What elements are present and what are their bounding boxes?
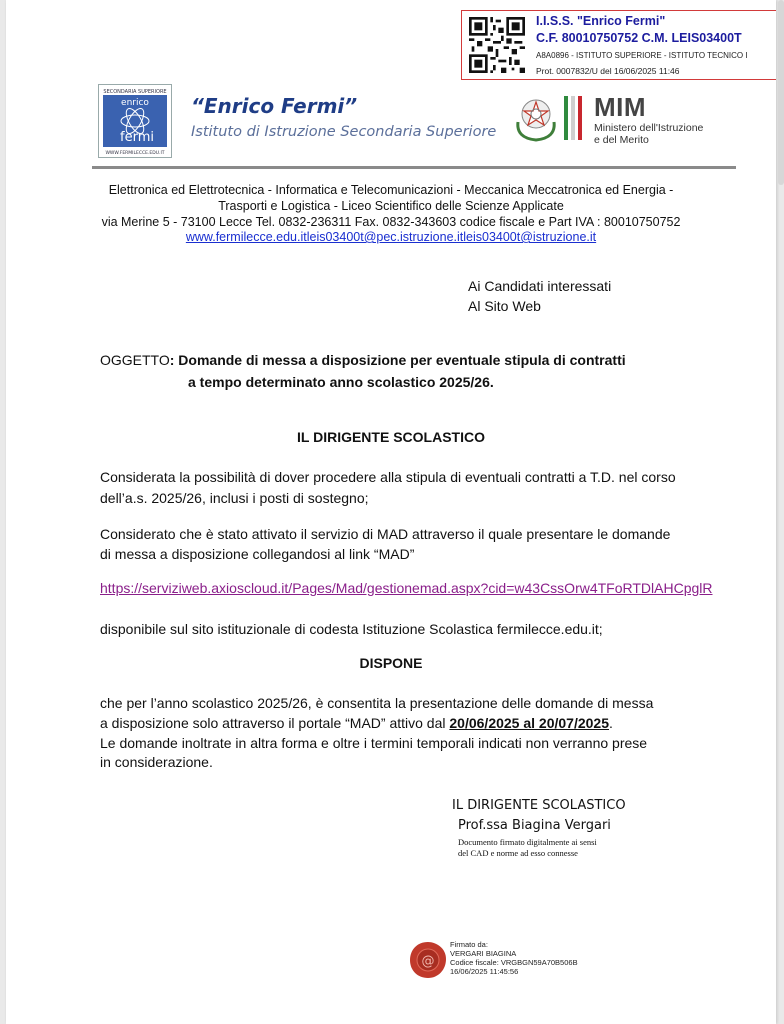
stamp-codes: C.F. 80010750752 C.M. LEIS03400T bbox=[536, 31, 742, 45]
logo-fermi-text: fermi bbox=[120, 130, 154, 145]
mim-subtitle-1: Ministero dell'Istruzione bbox=[594, 122, 704, 134]
paragraph-disponibile: disponibile sul sito istituzionale di codesta Istituzione Scolastica fermilecce.edu.it; bbox=[100, 621, 603, 637]
dispone-dates: 20/06/2025 al 20/07/2025 bbox=[449, 715, 609, 731]
logo-url-text: WWW.FERMILECCE.EDU.IT bbox=[105, 151, 165, 156]
address-courses-1: Elettronica ed Elettrotecnica - Informatica e Telecomunicazioni - Meccanica Meccatronica ed Energia - bbox=[108, 183, 674, 197]
address-web-link[interactable]: www.fermilecce.edu.itleis03400t@pec.istruzione.itleis03400t@istruzione.it bbox=[185, 230, 597, 244]
stamp-protocol: Prot. 0007832/U del 16/06/2025 11:46 bbox=[536, 66, 680, 76]
school-name: “Enrico Fermi” bbox=[191, 94, 358, 118]
signature-note-1: Documento firmato digitalmente ai sensi bbox=[458, 837, 597, 847]
paragraph-dispone-4: in considerazione. bbox=[100, 754, 213, 770]
paragraph-considerato-1: Considerato che è stato attivato il servizio di MAD attraverso il quale presentare le domande bbox=[100, 526, 671, 542]
subject-text-1: : Domande di messa a disposizione per eventuale stipula di contratti bbox=[169, 352, 626, 368]
school-logo-icon bbox=[99, 85, 171, 157]
signature-note-2: del CAD e norme ad esso connesse bbox=[458, 848, 578, 858]
paragraph-dispone-1: che per l’anno scolastico 2025/26, è consentita la presentazione delle domande di messa bbox=[100, 695, 654, 711]
stamp-school: I.I.S.S. "Enrico Fermi" bbox=[536, 14, 666, 28]
paragraph-considerata-2: dell’a.s. 2025/26, inclusi i posti di sostegno; bbox=[100, 490, 369, 506]
subject-line bbox=[100, 352, 626, 368]
stamp-aoo: A8A0896 - ISTITUTO SUPERIORE - ISTITUTO TECNICO I bbox=[536, 51, 748, 60]
dispone-2-end: . bbox=[608, 715, 613, 731]
school-logo bbox=[98, 84, 172, 158]
qr-code-icon bbox=[469, 17, 525, 73]
subject-text-2: a tempo determinato anno scolastico 2025/26. bbox=[188, 374, 494, 390]
paragraph-considerata-1: Considerata la possibilità di dover procedere alla stipula di eventuali contratti a T.D. nel corso bbox=[100, 469, 676, 485]
paragraph-dispone-2 bbox=[100, 713, 613, 734]
dispone-2-text: a disposizione solo attraverso il portale “MAD” attivo dal bbox=[100, 715, 450, 731]
paragraph-considerato-2: di messa a disposizione collegandosi al link “MAD” bbox=[100, 546, 415, 562]
digital-signature-name: VERGARI BIAGINA bbox=[450, 949, 517, 958]
svg-text:@: @ bbox=[421, 954, 435, 969]
digital-signature-timestamp: 16/06/2025 11:45:56 bbox=[450, 967, 519, 976]
document-page bbox=[6, 0, 776, 1024]
subject-label: OGGETTO bbox=[100, 352, 170, 368]
signature-title: IL DIRIGENTE SCOLASTICO bbox=[452, 798, 626, 813]
signature-name: Prof.ssa Biagina Vergari bbox=[458, 818, 611, 833]
mim-logo-text: MIM bbox=[594, 92, 647, 122]
mad-link[interactable]: https://serviziweb.axioscloud.it/Pages/Mad/gestionemad.aspx?cid=w43CssOrw4TFoRTDlAHCpglR bbox=[100, 580, 713, 596]
logo-enrico-text: enrico bbox=[121, 98, 149, 108]
italian-emblem-icon bbox=[514, 92, 558, 142]
logo-top-text: SECONDARIA SUPERIORE bbox=[103, 89, 167, 95]
wax-seal-icon bbox=[408, 940, 448, 980]
address-links-row bbox=[6, 230, 776, 244]
recipient-website: Al Sito Web bbox=[468, 298, 541, 314]
scrollbar[interactable] bbox=[778, 0, 784, 185]
school-subtitle: Istituto di Istruzione Secondaria Superiore bbox=[191, 124, 497, 140]
heading-dirigente: IL DIRIGENTE SCOLASTICO bbox=[297, 429, 485, 445]
paragraph-dispone-3: Le domande inoltrate in altra forma e oltre i termini temporali indicati non verranno prese bbox=[100, 735, 648, 751]
recipient-candidates: Ai Candidati interessati bbox=[468, 278, 612, 294]
mim-subtitle-2: e del Merito bbox=[594, 134, 649, 146]
header-divider bbox=[92, 166, 736, 169]
address-courses-2: Trasporti e Logistica - Liceo Scientifico delle Scienze Applicate bbox=[218, 199, 564, 213]
italian-flag-icon bbox=[564, 96, 582, 140]
digital-signature-label: Firmato da: bbox=[450, 940, 488, 949]
digital-signature-cf: Codice fiscale: VRGBGN59A70B506B bbox=[450, 958, 578, 967]
heading-dispone: DISPONE bbox=[359, 655, 423, 671]
protocol-stamp bbox=[461, 10, 776, 80]
address-contacts: via Merine 5 - 73100 Lecce Tel. 0832-236311 Fax. 0832-343603 codice fiscale e Part IVA : 80010750752 bbox=[101, 215, 681, 229]
